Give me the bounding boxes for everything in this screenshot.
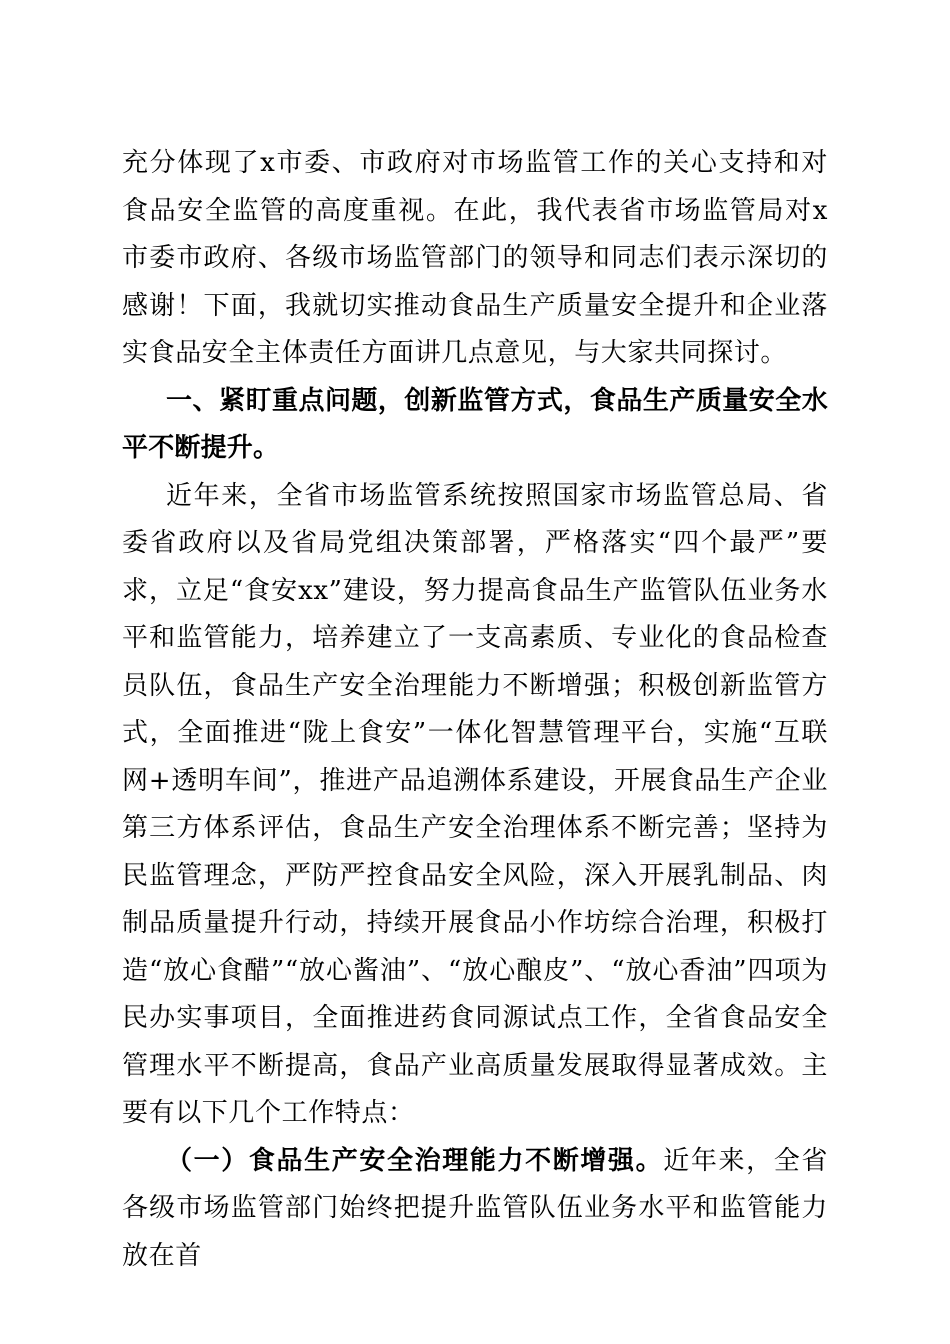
subsection-1-text: 近年来，全省各级市场监管部门始终把提升监管队伍业务水平和监管能力放在首 (122, 1145, 828, 1271)
document-body (122, 140, 828, 1280)
subsection-heading-1: （一）食品生产安全治理能力不断增强。 (166, 1145, 664, 1176)
paragraph-section-1-intro: 近年来，全省市场监管系统按照国家市场监管总局、省委省政府以及省局党组决策部署，严格落实“四个最严”要求，立足“食安xx”建设，努力提高食品生产监管队伍业务水平和监管能力，培养建立了一支高素质、专业化的食品检查员队伍，食品生产安全治理能力不断增强；积极创新监管方式，全面推进“陇上食安”一体化智慧管理平台，实施“互联网+透明车间”，推进产品追溯体系建设，开展食品生产企业第三方体系评估，食品生产安全治理体系不断完善；坚持为民监管理念，严防严控食品安全风险，深入开展乳制品、肉制品质量提升行动，持续开展食品小作坊综合治理，积极打造“放心食醋”“放心酱油”、“放心酿皮”、“放心香油”四项为民办实事项目，全面推进药食同源试点工作，全省食品安全管理水平不断提高，食品产业高质量发展取得显著成效。主要有以下几个工作特点： (122, 480, 828, 1128)
paragraph-subsection-1 (122, 1138, 828, 1281)
section-heading-1: 一、紧盯重点问题，创新监管方式，食品生产质量安全水平不断提升。 (122, 385, 828, 463)
paragraph-opening: 充分体现了x市委、市政府对市场监管工作的关心支持和对食品安全监管的高度重视。在此，我代表省市场监管局对x市委市政府、各级市场监管部门的领导和同志们表示深切的感谢！下面，我就切实推动食品生产质量安全提升和企业落实食品安全主体责任方面讲几点意见，与大家共同探讨。 (122, 148, 828, 368)
